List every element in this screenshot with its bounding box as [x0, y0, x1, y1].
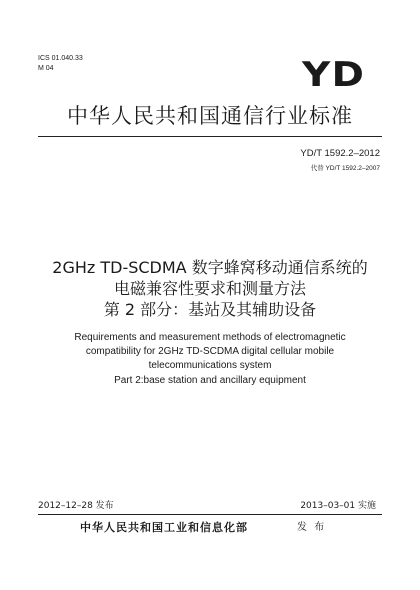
document-title-zh-line1: 2GHz TD-SCDMA 数字蜂窝移动通信系统的 — [52, 258, 368, 277]
category-code: M 04 — [38, 65, 54, 72]
issuing-authority: 中华人民共和国工业和信息化部 — [80, 521, 248, 534]
document-title-en-line1: Requirements and measurement methods of electromagnetic — [74, 332, 346, 343]
header-divider — [38, 136, 382, 137]
implementation-date: 2013–03–01 实施 — [300, 501, 376, 511]
yd-logo: YD — [302, 55, 366, 95]
document-title-en-line3: telecommunications system — [148, 360, 272, 371]
standard-title: 中华人民共和国通信行业标准 — [67, 104, 353, 128]
document-title-en-line4: Part 2:base station and ancillary equipment — [114, 375, 306, 386]
document-title-zh-line3: 第 2 部分：基站及其辅助设备 — [103, 300, 317, 319]
publish-label: 发 布 — [297, 522, 327, 533]
issue-date: 2012–12–28 发布 — [38, 501, 114, 511]
standard-number: YD/T 1592.2–2012 — [300, 148, 380, 159]
replaces-note: 代替 YD/T 1592.2–2007 — [310, 165, 380, 172]
document-title-zh-line2: 电磁兼容性要求和测量方法 — [113, 279, 306, 298]
ics-code: ICS 01.040.33 — [38, 55, 83, 62]
footer-divider — [38, 514, 382, 515]
document-title-en-line2: compatibility for 2GHz TD-SCDMA digital cellular mobile — [85, 346, 335, 357]
